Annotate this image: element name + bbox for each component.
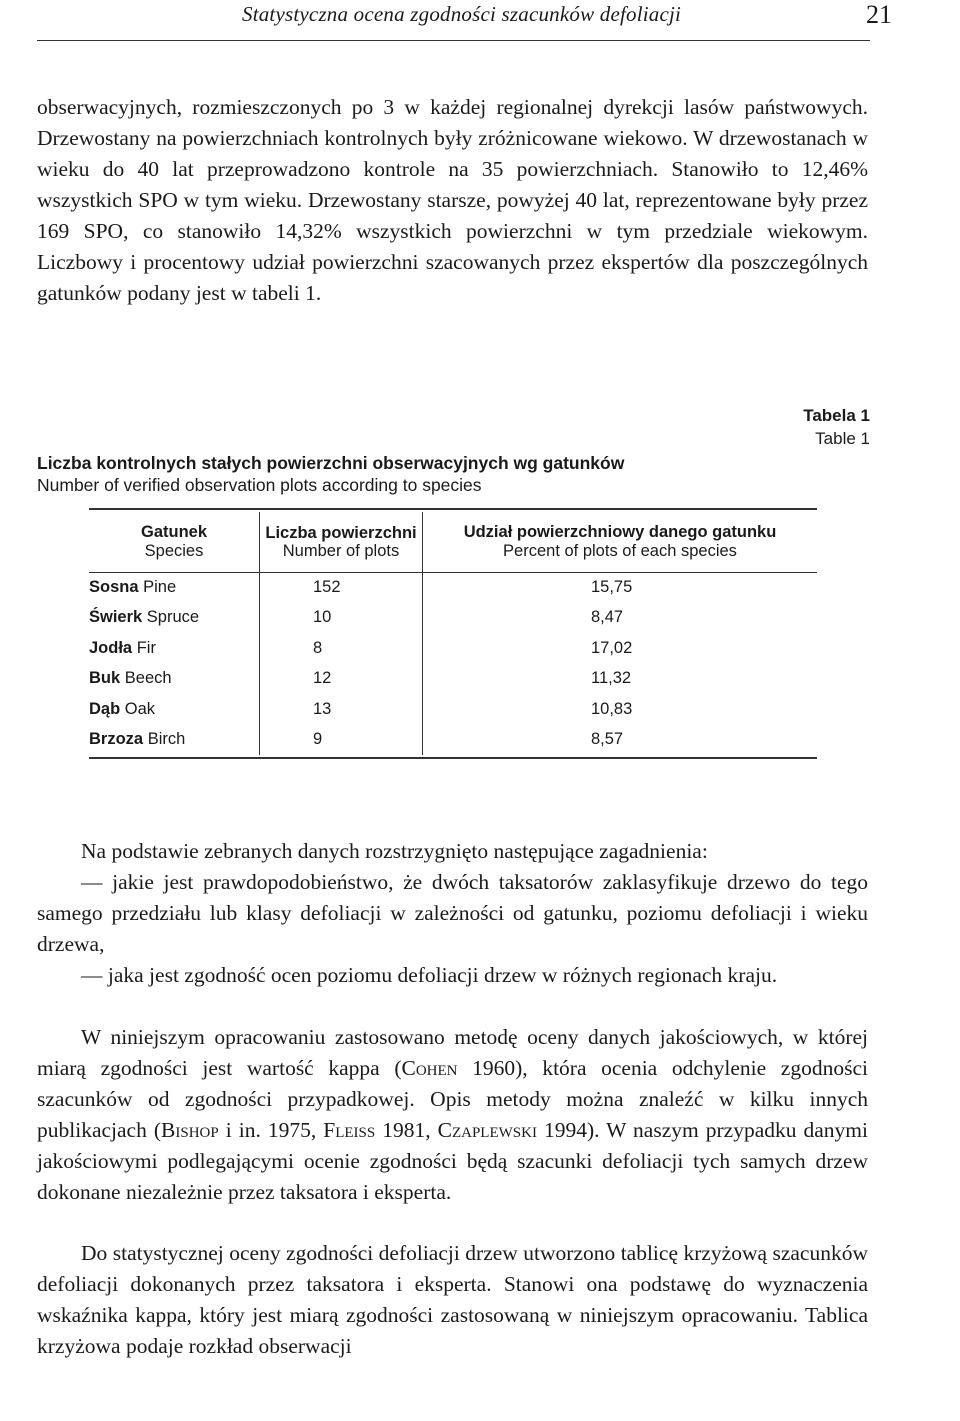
count-cell: 9: [260, 725, 423, 756]
count-cell: 10: [260, 603, 423, 634]
species-name-en: Birch: [147, 730, 186, 749]
species-name-pl: Sosna: [89, 577, 139, 596]
species-name-en: Beech: [124, 669, 172, 688]
page-number: 21: [866, 0, 892, 29]
species-cell: [89, 572, 260, 603]
species-header-pl: Gatunek: [140, 523, 208, 541]
citation-cohen: Cohen: [401, 1056, 458, 1080]
table-row: [89, 725, 817, 756]
count-header-pl: Liczba powierzchni: [265, 524, 417, 542]
table-label: [803, 404, 870, 450]
bullet-1: — jakie jest prawdopodobieństwo, że dwóch taksatorów zaklasyfikuje drzewo do tego samego przedziału lub klasy defoliacji w zależności od gatunku, poziomu defoliacji i wieku drzewa,: [37, 870, 868, 956]
species-name-en: Oak: [124, 699, 156, 718]
citation-fleiss: Fleiss: [323, 1118, 376, 1142]
count-cell: 12: [260, 664, 423, 695]
count-header-en: Number of plots: [282, 542, 400, 560]
table-label-en: Table 1: [815, 429, 870, 448]
species-name-en: Pine: [143, 577, 177, 596]
percent-cell: 8,47: [423, 603, 818, 634]
species-name-pl: Buk: [89, 669, 121, 688]
species-header-en: Species: [144, 542, 204, 560]
species-name-pl: Dąb: [89, 699, 121, 718]
species-name-pl: Jodła: [89, 638, 133, 657]
page-header: [37, 0, 892, 41]
count-cell: 8: [260, 633, 423, 664]
share-header-en: Percent of plots of each species: [503, 542, 737, 560]
table-header-row: [89, 512, 817, 572]
species-cell: [89, 694, 260, 725]
paragraph-3: [37, 1022, 868, 1208]
species-cell: [89, 633, 260, 664]
count-column-header: [260, 512, 423, 572]
species-column-header: [89, 512, 260, 572]
species-cell: [89, 725, 260, 756]
percent-cell: 15,75: [423, 572, 818, 603]
percent-cell: 11,32: [423, 664, 818, 695]
species-name-en: Fir: [136, 638, 156, 657]
paragraph-1: obserwacyjnych, rozmieszczonych po 3 w każdej regionalnej dyrekcji lasów państwowych. Drzewostany na powierzchniach kontrolnych były zróżnicowane wiekowo. W drzewostanach w wieku do 40 lat przeprowadzono kontrole na 35 powierzchniach. Stanowiło to 12,46% wszystkich SPO w tym wieku. Drzewostany starsze, powyżej 40 lat, reprezentowane były przez 169 SPO, co stanowiło 14,32% wszystkich powierzchni w tym przedziale wiekowym. Liczbowy i procentowy udział powierzchni szacowanych przez ekspertów dla poszczególnych gatunków podany jest w tabeli 1.: [37, 95, 868, 305]
share-header-pl: Udział powierzchniowy danego gatunku: [463, 523, 777, 541]
species-name-en: Spruce: [146, 608, 200, 627]
paragraph-3-text: i in. 1975,: [218, 1118, 324, 1142]
paragraph-2: Na podstawie zebranych danych rozstrzygnięto następujące zagadnienia:: [81, 839, 708, 863]
citation-czaplewski: Czaplewski: [437, 1118, 537, 1142]
count-cell: 152: [260, 572, 423, 603]
table-bottom-rule: [89, 757, 817, 759]
table-row: [89, 603, 817, 634]
species-name-pl: Brzoza: [89, 730, 144, 749]
species-cell: [89, 603, 260, 634]
paragraph-3-text: 1981,: [375, 1118, 438, 1142]
table-label-pl: Tabela 1: [803, 406, 870, 425]
paragraph-3-text: W niniejszym opracowaniu zastosowano metodę oceny danych jakościowych, w której miarą zgodności jest wartość kappa (: [37, 1025, 868, 1080]
species-name-pl: Świerk: [89, 608, 143, 627]
citation-bishop: Bishop: [161, 1118, 219, 1142]
table-row: [89, 633, 817, 664]
percent-cell: 10,83: [423, 694, 818, 725]
table-row: [89, 694, 817, 725]
count-cell: 13: [260, 694, 423, 725]
species-cell: [89, 664, 260, 695]
bullet-2: — jaka jest zgodność ocen poziomu defoliacji drzew w różnych regionach kraju.: [81, 963, 778, 987]
paragraph-3-text: 1994). W naszym przypadku danymi jakościowymi podlegającymi ocenie zgodności będą szacunki defoliacji tych samych drzew dokonane niezależnie przez taksatora i eksperta.: [37, 1118, 868, 1204]
paragraph-3-text: 1960), która ocenia odchylenie zgodności szacunków od zgodności przypadkowej. Opis metody można znaleźć w kilku innych publikacjach (: [37, 1056, 868, 1142]
table-title-en: Number of verified observation plots according to species: [37, 475, 482, 495]
table-row: [89, 664, 817, 695]
table-caption: [37, 452, 817, 496]
table-row: [89, 572, 817, 603]
table-title-pl: Liczba kontrolnych stałych powierzchni obserwacyjnych wg gatunków: [37, 453, 625, 473]
species-table: [89, 512, 817, 755]
share-column-header: [423, 512, 818, 572]
paragraph-4: Do statystycznej oceny zgodności defoliacji drzew utworzono tablicę krzyżową szacunków defoliacji dokonanych przez taksatora i eksperta. Stanowi ona podstawę do wyznaczenia wskaźnika kappa, który jest miarą zgodności zastosowaną w niniejszym opracowaniu. Tablica krzyżowa podaje rozkład obserwacji: [37, 1241, 868, 1358]
percent-cell: 8,57: [423, 725, 818, 756]
running-title: Statystyczna ocena zgodności szacunków defoliacji: [242, 2, 682, 26]
percent-cell: 17,02: [423, 633, 818, 664]
table-top-rule: [89, 508, 817, 510]
